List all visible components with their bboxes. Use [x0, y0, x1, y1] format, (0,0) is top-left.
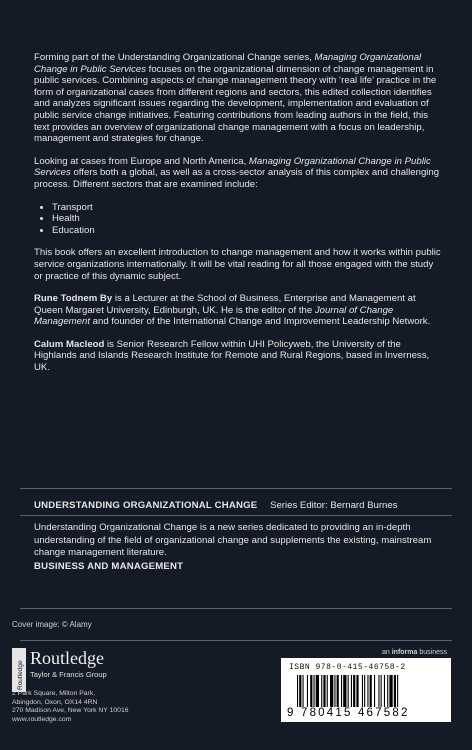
divider-rule — [20, 640, 452, 641]
barcode-bar — [327, 675, 328, 707]
author-name: Rune Todnem By — [34, 293, 113, 305]
barcode-digits: 9 780415 467582 — [287, 707, 410, 719]
publisher-group: Taylor & Francis Group — [30, 670, 107, 679]
blurb-paragraph-3: This book offers an excellent introduction to change management and how it works within public service organizations internationally. It will be vital reading for all those engaged with the study or practice of this dynamic subject. — [34, 247, 441, 282]
barcode-bar — [374, 675, 375, 707]
barcode-bar — [370, 675, 372, 707]
barcode-bar — [310, 675, 312, 707]
journal-title-italic: Journal of Change Management — [34, 304, 394, 328]
barcode-bar — [387, 675, 388, 707]
series-header — [34, 500, 444, 512]
address-line: 2 Park Square, Milton Park, — [12, 690, 96, 697]
barcode-bar — [321, 675, 322, 707]
barcode-bar — [341, 675, 342, 707]
series-description: Understanding Organizational Change is a new series dedicated to providing an in-depth understanding of the field of organizational change and supplements the existing, mainstream change management literature. — [34, 522, 432, 558]
informa-business-tag — [382, 649, 447, 656]
informa-suffix: business — [417, 649, 447, 656]
barcode-bar — [297, 675, 298, 707]
barcode-bar — [299, 675, 301, 707]
barcode-bar — [323, 675, 325, 707]
series-title: UNDERSTANDING ORGANIZATIONAL CHANGE — [34, 500, 258, 511]
blurb-text: Forming part of the Understanding Organizational Change series, — [34, 52, 315, 63]
divider-rule — [20, 488, 452, 489]
blurb-paragraph-2 — [34, 156, 442, 191]
back-cover-blurb — [34, 52, 442, 385]
barcode-bar — [307, 675, 308, 707]
address-line: 270 Madison Ave, New York NY 10016 — [12, 707, 129, 715]
address-line: Abingdon, Oxon, OX14 4RN — [12, 698, 98, 706]
barcode-bar — [381, 675, 382, 707]
informa-brand: informa — [391, 649, 418, 656]
blurb-text: offers both a global, as well as a cross-sector analysis of this complex and challenging process. Different sectors that are examined include: — [34, 167, 440, 190]
isbn-label: ISBN 978-0-415-46758-2 — [289, 663, 406, 672]
barcode-bar — [397, 675, 398, 707]
isbn-barcode — [281, 658, 451, 722]
publisher-name: Routledge — [30, 648, 104, 668]
blurb-text: Looking at cases from Europe and North America, — [34, 155, 249, 167]
barcode-bar — [348, 675, 349, 707]
publisher-website: www.routledge.com — [12, 715, 72, 723]
barcode-bar — [389, 675, 392, 707]
barcode-bar — [314, 675, 315, 707]
sector-item: • Health — [52, 213, 442, 225]
barcode-bar — [394, 675, 396, 707]
author-bio-text: and founder of the International Change and Improvement Leadership Network. — [90, 316, 431, 328]
sector-item: • Transport — [52, 202, 442, 214]
barcode-bar — [334, 675, 335, 707]
author-bio-text: is a Lecturer at the School of Business, Enterprise and Management at Queen Margaret University, Edinburgh, UK. He is the editor of the — [34, 293, 416, 316]
divider-rule — [20, 515, 452, 516]
barcode-bar — [316, 675, 319, 707]
barcode-bar — [367, 675, 368, 707]
sector-list — [34, 202, 442, 237]
barcode-bar — [378, 675, 379, 707]
author-name: Calum Macleod — [34, 338, 105, 350]
series-editor: Series Editor: Bernard Burnes — [270, 500, 398, 511]
barcode-bar — [330, 675, 333, 707]
author-bio-2 — [34, 339, 442, 374]
barcode-bar — [343, 675, 346, 707]
blurb-text: focuses on the organizational dimension of change management in public services. Combining aspects of change management theory with ‘real life’ practice in the form of organizational cases from different regions and sectors, this edited collection identifies and analyzes significant issues regarding the development, implementation and evaluation of public service change initiatives. Featuring contributions from leading authors in the field, this text provides an overview of organizational change management with a focus on leadership, management and strategies for change. — [34, 63, 437, 145]
barcode-bars — [297, 675, 437, 707]
book-title-italic: Managing Organizational Change in Public Services — [34, 52, 422, 75]
divider-rule — [20, 608, 452, 609]
barcode-bar — [303, 675, 304, 707]
book-title-italic: Managing Organizational Change in Public Services — [34, 155, 431, 179]
author-bio-text: is Senior Research Fellow within UHI Policyweb, the University of the Highlands and Islands Research Institute for Remote and Rural Regions, based in Inverness, UK. — [34, 338, 430, 374]
author-bio-1 — [34, 293, 442, 328]
blurb-paragraph-1 — [34, 52, 442, 145]
barcode-bar — [351, 675, 352, 707]
barcode-bar — [337, 675, 339, 707]
barcode-bar — [353, 675, 355, 707]
subject-category: BUSINESS AND MANAGEMENT — [34, 561, 184, 572]
barcode-bar — [356, 675, 358, 707]
routledge-logo-icon — [12, 648, 26, 692]
publisher-address — [12, 690, 129, 724]
informa-prefix: an — [382, 649, 392, 656]
barcode-bar — [362, 675, 363, 707]
cover-image-credit: Cover image: © Alamy — [12, 620, 92, 629]
barcode-bar — [364, 675, 365, 707]
logo-text: Routledge — [17, 660, 24, 690]
barcode-bar — [384, 675, 385, 707]
sector-item: • Education — [52, 225, 442, 237]
